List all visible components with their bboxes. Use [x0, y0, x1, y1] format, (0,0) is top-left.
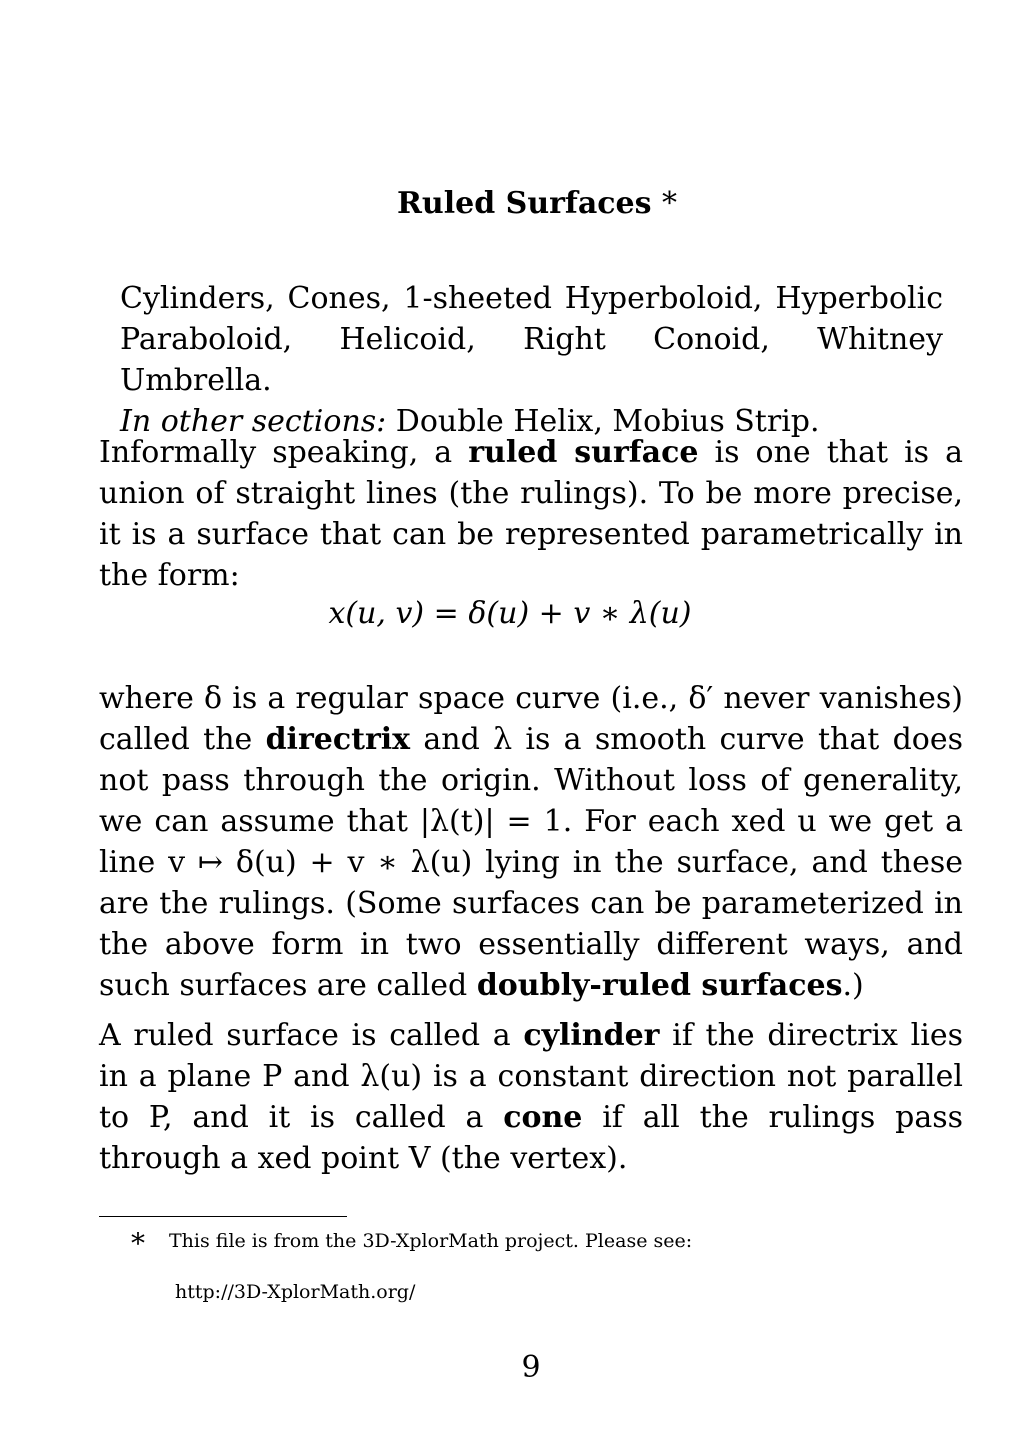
footnote-mark: * — [131, 1227, 145, 1260]
title-text: Ruled Surfaces — [397, 186, 652, 221]
abstract-other-label: In other sections: — [120, 404, 387, 439]
paragraph-directrix — [99, 678, 963, 1006]
term-directrix: directrix — [265, 722, 411, 757]
para3-text-1: A ruled surface is called a — [99, 1018, 524, 1053]
paragraph-ruled-surface-definition — [99, 432, 963, 596]
abstract-line: Cylinders, Cones, 1-sheeted Hyperboloid, Hyperbolic Paraboloid, Helicoid, Right Conoid, Whitney Umbrella. — [120, 281, 943, 398]
page-title — [0, 186, 1020, 222]
para2-text-3: .) — [842, 968, 864, 1003]
footnote-rule — [99, 1216, 347, 1217]
paragraph-cylinder-cone — [99, 1015, 963, 1179]
equation-equals: = — [424, 596, 469, 631]
footnote-text: This file is from the 3D-XplorMath project. Please see: — [169, 1230, 693, 1252]
footnote-url-link[interactable]: http://3D-XplorMath.org/ — [175, 1281, 416, 1303]
term-cone: cone — [503, 1100, 583, 1135]
equation-parametric-form — [0, 594, 1020, 634]
equation-lhs: x(u, v) — [328, 596, 425, 631]
para1-text-2: is one that is a union of straight lines (the rulings). To be more precise, it is a surface that can be represented parametrically in the form: — [99, 435, 963, 593]
term-cylinder: cylinder — [523, 1018, 660, 1053]
equation-rhs: δ(u) + v ∗ λ(u) — [468, 596, 692, 631]
para3-text-3: if all the rulings pass through a xed point V (the vertex). — [99, 1100, 963, 1176]
term-ruled-surface: ruled surface — [468, 435, 699, 470]
page-number: 9 — [521, 1350, 541, 1385]
para2-text-1: where δ is a regular space curve (i.e., δ′ never vanishes) called the — [99, 681, 963, 757]
term-doubly-ruled-surfaces: doubly-ruled surfaces — [476, 968, 843, 1003]
title-footnote-mark: * — [661, 186, 677, 221]
abstract — [120, 278, 943, 442]
footnote — [131, 1227, 931, 1260]
para3-text-2: if the directrix lies in a plane P and λ(u) is a constant direction not parallel to P, and it is called a — [99, 1018, 963, 1135]
para2-text-2: and λ is a smooth curve that does not pass through the origin. Without loss of generality, we can assume that |λ(t)| = 1. For each xed u we get a line v ↦ δ(u) + v ∗ λ(u) lying in the surface, and these are the rulings. (Some surfaces can be parameterized in the above form in two essentially different ways, and such surfaces are called — [99, 722, 963, 1003]
abstract-other-items: Double Helix, Mobius Strip. — [386, 404, 820, 439]
para1-text-1: Informally speaking, a — [99, 435, 469, 470]
